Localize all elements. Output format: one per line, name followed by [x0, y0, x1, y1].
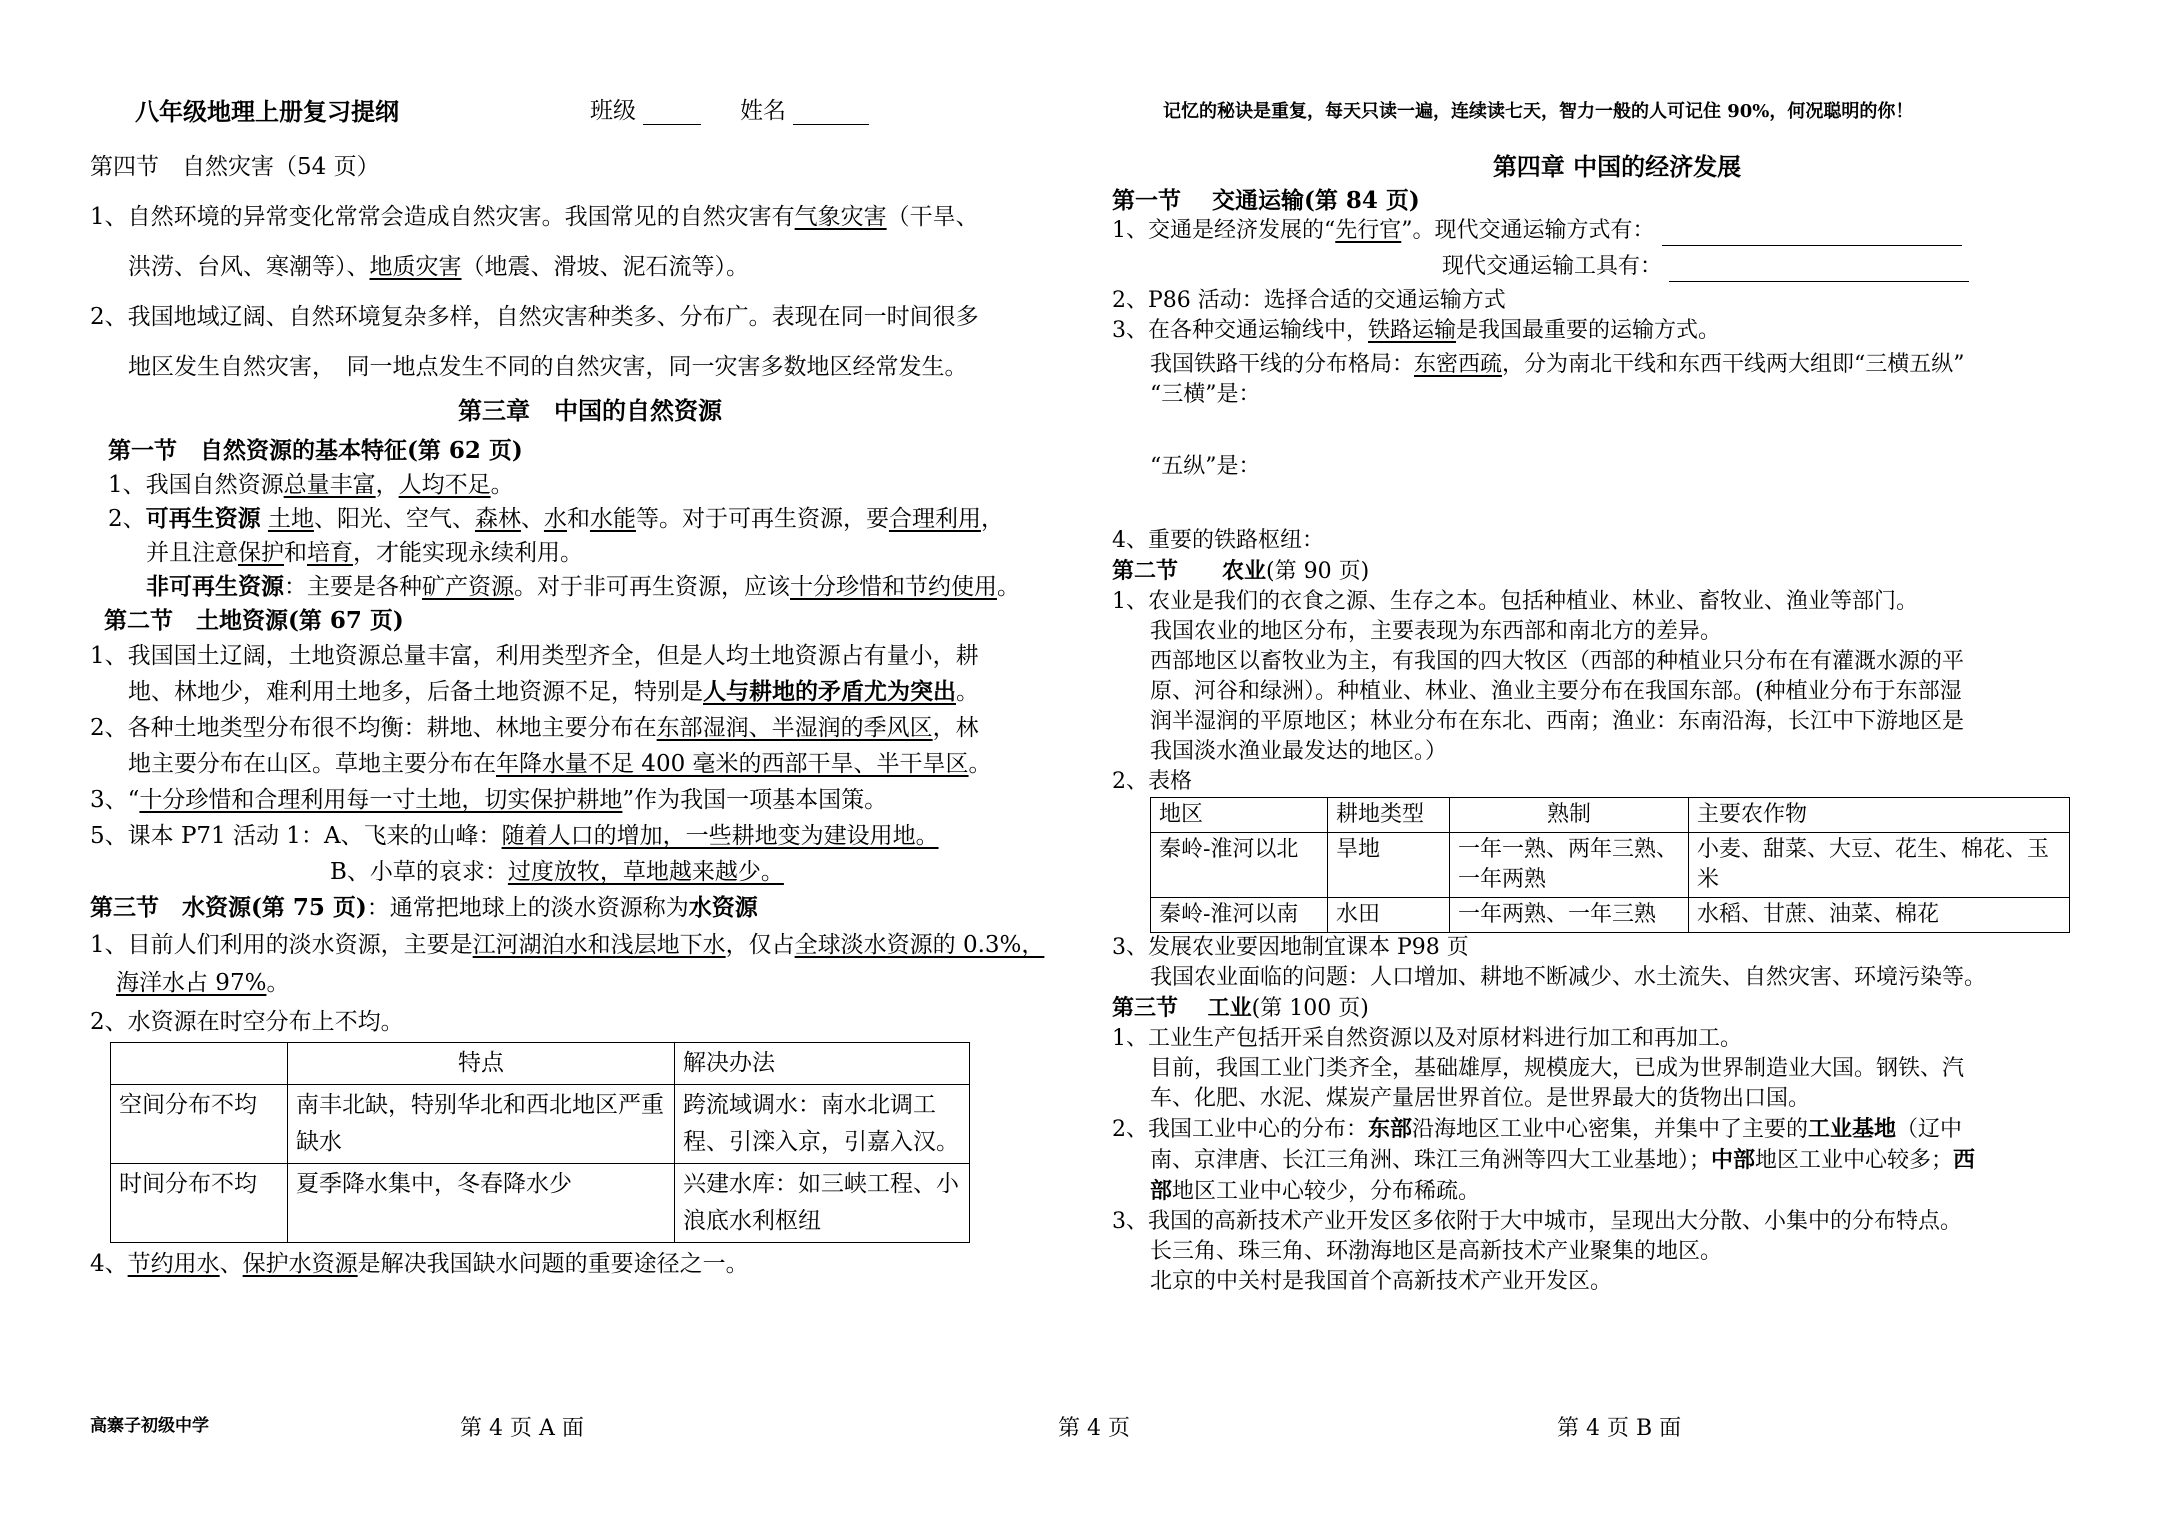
table-header-row [111, 1043, 970, 1085]
paragraph: 3、发展农业要因地制宜课本 P98 页 [1112, 935, 1469, 960]
section-heading: 第四节 自然灾害（54 页） [90, 154, 380, 180]
paragraph: 2、我国工业中心的分布：东部沿海地区工业中心密集，并集中了主要的工业基地（辽中 南、京津唐、长江三角洲、珠江三角洲等四大工业基地）；中部地区工业中心较多；西 部地区工业中心较少，分布稀疏。 [1112, 1116, 1976, 1204]
agriculture-table [1150, 797, 2070, 933]
table-cell: 跨流域调水：南水北调工程、引滦入京，引嘉入汉。 [675, 1085, 970, 1164]
table-header-cell: 解决办法 [675, 1043, 970, 1085]
paragraph: 我国铁路干线的分布格局：东密西疏，分为南北干线和东西干线两大组即“三横五纵” [1150, 352, 1965, 377]
paragraph: 2、我国地域辽阔、自然环境复杂多样，自然灾害种类多、分布广。表现在同一时间很多 地区发生自然灾害， 同一地点发生不同的自然灾害，同一灾害多数地区经常发生。 [90, 304, 979, 380]
paragraph: 2、P86 活动：选择合适的交通运输方式 [1112, 288, 1506, 313]
class-blank[interactable] [643, 102, 701, 125]
table-cell: 兴建水库：如三峡工程、小浪底水利枢纽 [675, 1164, 970, 1243]
paragraph: 5、课本 P71 活动 1：A、飞来的山峰：随着人口的增加，一些耕地变为建设用地。 B、小草的哀求：过度放牧，草地越来越少。 [90, 823, 939, 885]
paragraph: 现代交通运输工具有： [1112, 252, 2122, 282]
name-blank[interactable] [793, 102, 869, 125]
paragraph: 目前，我国工业门类齐全，基础雄厚，规模庞大，已成为世界制造业大国。钢铁、汽 车、化肥、水泥、煤炭产量居世界首位。是世界最大的货物出口国。 [1150, 1056, 1965, 1111]
paragraph: 1、我国国土辽阔，土地资源总量丰富，利用类型齐全，但是人均土地资源占有量小，耕 地、林地少，难利用土地多，后备土地资源不足，特别是人与耕地的矛盾尤为突出。 [90, 643, 979, 705]
class-field [590, 92, 701, 125]
name-label: 姓名 [740, 98, 786, 124]
paragraph: “五纵”是： [1150, 454, 1261, 479]
table-cell: 空间分布不均 [111, 1085, 288, 1164]
chapter-heading: 第四章 中国的经济发展 [1492, 152, 1742, 181]
paragraph: 2、各种土地类型分布很不均衡：耕地、林地主要分布在东部湿润、半湿润的季风区，林 地主要分布在山区。草地主要分布在年降水量不足 400 毫米的西部干旱、半干旱区。 [90, 715, 992, 777]
table-header-cell [111, 1043, 288, 1085]
paragraph: 1、自然环境的异常变化常常会造成自然灾害。我国常见的自然灾害有气象灾害（干旱、 洪涝、台风、寒潮等）、地质灾害（地震、滑坡、泥石流等）。 [90, 204, 979, 280]
paragraph: 西部地区以畜牧业为主，有我国的四大牧区（西部的种植业只分布在有灌溉水源的平 原、河谷和绿洲）。种植业、林业、渔业主要分布在我国东部。(种植业分布于东部湿 润半湿润的平原地区；林业分布在东北、西南；渔业：东南沿海，长江中下游地区是 我国淡水渔业最发达的地区。） [1150, 649, 1965, 764]
table-cell: 时间分布不均 [111, 1164, 288, 1243]
table-header-cell: 熟制 [1450, 798, 1689, 833]
paragraph: 非可再生资源：主要是各种矿产资源。对于非可再生资源，应该十分珍惜和节约使用。 [146, 573, 1020, 600]
page-number: 第 4 页 [1058, 1416, 1130, 1441]
paragraph: 我国农业面临的问题：人口增加、耕地不断减少、水土流失、自然灾害、环境污染等。 [1150, 965, 1987, 990]
paragraph: 2、表格 [1112, 769, 1192, 794]
paragraph: 2、水资源在时空分布上不均。 [90, 1009, 404, 1035]
table-row [111, 1164, 970, 1243]
table-cell: 水田 [1328, 898, 1450, 933]
table-cell: 旱地 [1328, 833, 1450, 898]
name-field [740, 92, 869, 125]
page-label-a: 第 4 页 A 面 [460, 1416, 584, 1441]
paragraph: 1、农业是我们的衣食之源、生存之本。包括种植业、林业、畜牧业、渔业等部门。 [1112, 589, 1918, 614]
page-label-b: 第 4 页 B 面 [1557, 1416, 1682, 1441]
section-heading: 第一节 交通运输(第 84 页) [1112, 187, 1420, 214]
motto: 记忆的秘诀是重复，每天只读一遍，连续读七天，智力一般的人可记住 90%，何况聪明的你！ [1163, 101, 1914, 122]
paragraph: 1、交通是经济发展的“先行官”。现代交通运输方式有： [1112, 216, 2122, 246]
paragraph: “三横”是： [1150, 382, 1261, 407]
paragraph: 长三角、珠三角、环渤海地区是高新技术产业聚集的地区。 北京的中关村是我国首个高新技术产业开发区。 [1150, 1239, 1723, 1294]
paragraph: 2、可再生资源 土地、阳光、空气、森林、水和水能等。对于可再生资源，要合理利用， [108, 505, 1004, 532]
class-label: 班级 [590, 98, 636, 124]
paragraph: 3、我国的高新技术产业开发区多依附于大中城市，呈现出大分散、小集中的分布特点。 [1112, 1209, 1962, 1234]
table-cell: 一年两熟、一年三熟 [1450, 898, 1689, 933]
table-header-row [1151, 798, 2070, 833]
table-header-cell: 地区 [1151, 798, 1328, 833]
table-header-cell: 耕地类型 [1328, 798, 1450, 833]
table-cell: 水稻、甘蔗、油菜、棉花 [1689, 898, 2070, 933]
paragraph: 4、重要的铁路枢纽： [1112, 528, 1324, 553]
paragraph: 3、“十分珍惜和合理利用每一寸土地，切实保护耕地”作为我国一项基本国策。 [90, 787, 888, 813]
paragraph: 4、节约用水、保护水资源是解决我国缺水问题的重要途径之一。 [90, 1251, 749, 1277]
section-heading: 第三节 工业(第 100 页) [1112, 995, 1369, 1021]
paragraph: 并且注意保护和培育，才能实现永续利用。 [146, 540, 583, 566]
table-row [1151, 898, 2070, 933]
table-cell: 一年一熟、两年三熟、一年两熟 [1450, 833, 1689, 898]
table-cell: 秦岭-淮河以北 [1151, 833, 1328, 898]
table-cell: 小麦、甜菜、大豆、花生、棉花、玉米 [1689, 833, 2070, 898]
water-table [110, 1042, 970, 1243]
section-heading: 第二节 土地资源(第 67 页) [104, 607, 404, 634]
left-page [90, 150, 1090, 1281]
table-header-cell: 特点 [288, 1043, 675, 1085]
section-heading: 第二节 农业(第 90 页) [1112, 558, 1370, 584]
paragraph: 第三节 水资源(第 75 页)：通常把地球上的淡水资源称为水资源 [90, 894, 758, 921]
chapter-heading: 第三章 中国的自然资源 [458, 396, 722, 425]
school-name: 高寨子初级中学 [90, 1416, 209, 1436]
paragraph: 3、在各种交通运输线中，铁路运输是我国最重要的运输方式。 [1112, 318, 1721, 343]
table-cell: 夏季降水集中，冬春降水少 [288, 1164, 675, 1243]
section-heading: 第一节 自然资源的基本特征(第 62 页) [108, 437, 523, 464]
page-title: 八年级地理上册复习提纲 [135, 97, 399, 126]
table-header-cell: 主要农作物 [1689, 798, 2070, 833]
table-cell: 南丰北缺，特别华北和西北地区严重缺水 [288, 1085, 675, 1164]
paragraph: 我国农业的地区分布，主要表现为东西部和南北方的差异。 [1150, 619, 1723, 644]
paragraph: 1、我国自然资源总量丰富，人均不足。 [108, 472, 514, 498]
transport-modes-blank[interactable] [1662, 223, 1962, 246]
transport-tools-blank[interactable] [1669, 259, 1969, 282]
paragraph: 1、目前人们利用的淡水资源，主要是江河湖泊水和浅层地下水，仅占全球淡水资源的 0.3%， 海洋水占 97%。 [90, 932, 1045, 996]
table-row [1151, 833, 2070, 898]
table-row [111, 1085, 970, 1164]
table-cell: 秦岭-淮河以南 [1151, 898, 1328, 933]
paragraph: 1、工业生产包括开采自然资源以及对原材料进行加工和再加工。 [1112, 1026, 1742, 1051]
right-page [1112, 152, 2122, 1297]
